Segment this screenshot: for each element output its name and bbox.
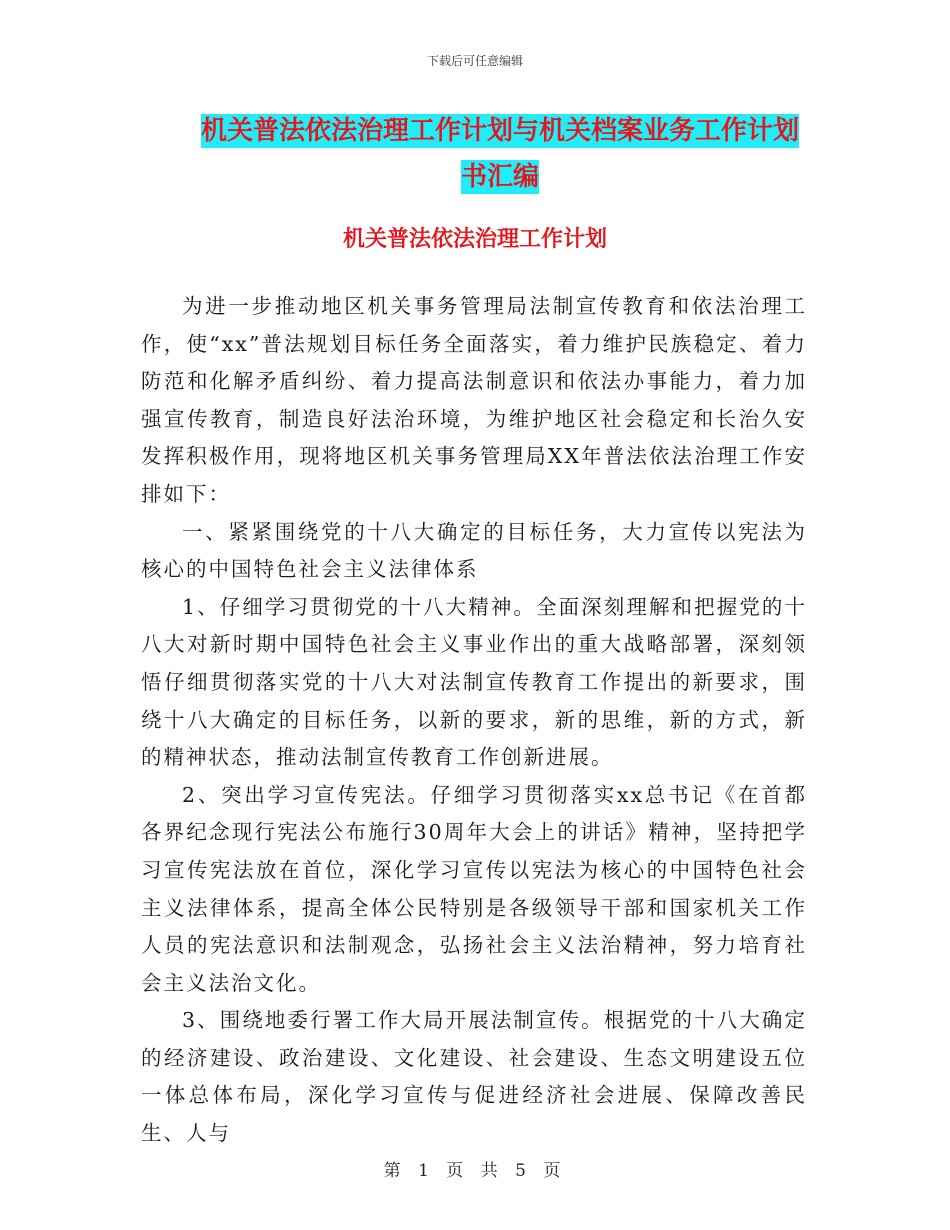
header-note: 下载后可任意编辑 xyxy=(426,54,523,68)
page-number: 第 1 页 共 5 页 xyxy=(383,1161,567,1181)
paragraph-heading-1: 一、紧紧围绕党的十八大确定的目标任务，大力宣传以宪法为核心的中国特色社会主义法律体系 xyxy=(141,519,807,582)
document-title-line-2: 书汇编 xyxy=(460,162,539,192)
document-title xyxy=(140,108,860,200)
paragraph-item-3: 3、围绕地委行署工作大局开展法制宣传。根据党的十八大确定的经济建设、政治建设、文化建设、社会建设、生态文明建设五位一体总体布局，深化学习宣传与促进经济社会进展、保障改善民生、人与 xyxy=(141,1008,807,1146)
document-body xyxy=(141,288,807,1153)
paragraph-intro: 为进一步推动地区机关事务管理局法制宣传教育和依法治理工作，使“xx”普法规划目标任务全面落实，着力维护民族稳定、着力防范和化解矛盾纠纷、着力提高法制意识和依法办事能力，着力加强宣传教育，制造良好法治环境，为维护地区社会稳定和长治久安发挥积极作用，现将地区机关事务管理局XX年普法依法治理工作安排如下： xyxy=(141,294,807,506)
section-title: 机关普法依法治理工作计划 xyxy=(342,226,607,252)
paragraph-item-1: 1、仔细学习贯彻党的十八大精神。全面深刻理解和把握党的十八大对新时期中国特色社会主义事业作出的重大战略部署，深刻领悟仔细贯彻落实党的十八大对法制宣传教育工作提出的新要求，围绕十八大确定的目标任务，以新的要求，新的思维，新的方式，新的精神状态，推动法制宣传教育工作创新进展。 xyxy=(141,594,807,770)
paragraph-item-2: 2、突出学习宣传宪法。仔细学习贯彻落实xx总书记《在首都各界纪念现行宪法公布施行30周年大会上的讲话》精神，坚持把学习宣传宪法放在首位，深化学习宣传以宪法为核心的中国特色社会主义法律体系，提高全体公民特别是各级领导干部和国家机关工作人员的宪法意识和法制观念，弘扬社会主义法治精神，努力培育社会主义法治文化。 xyxy=(141,782,807,995)
document-title-line-1: 机关普法依法治理工作计划与机关档案业务工作计划 xyxy=(200,116,799,146)
